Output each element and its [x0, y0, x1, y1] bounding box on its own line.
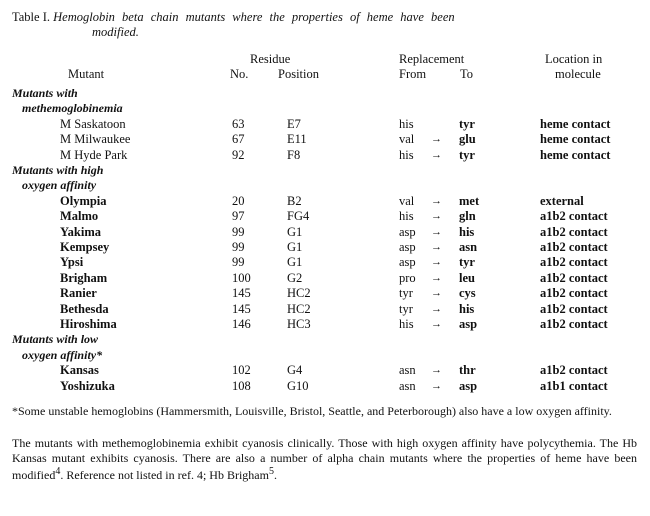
- table-row: [0, 286, 650, 301]
- mutant-cell: Bethesda: [60, 301, 109, 316]
- header-location-2: molecule: [555, 67, 601, 81]
- location-cell: a1b2 contact: [540, 286, 608, 301]
- position-cell: E11: [287, 132, 307, 147]
- residue-no-cell: 145: [232, 286, 251, 301]
- residue-no-cell: 102: [232, 363, 251, 378]
- note-ref: 4: [55, 466, 61, 477]
- header-replacement: Replacement: [399, 52, 465, 66]
- residue-no-cell: 108: [232, 378, 251, 393]
- mutant-cell: Kansas: [60, 363, 99, 378]
- location-cell: a1b2 contact: [540, 363, 608, 378]
- location-cell: a1b2 contact: [540, 301, 608, 316]
- position-cell: F8: [287, 147, 301, 162]
- header-to: To: [460, 67, 474, 81]
- table-label: Table I.: [12, 10, 50, 24]
- group-heading: oxygen affinity: [22, 178, 97, 193]
- to-cell: asp: [459, 378, 478, 393]
- from-cell: val: [399, 132, 415, 147]
- residue-no-cell: 20: [232, 193, 245, 208]
- from-cell: asp: [399, 224, 416, 239]
- to-cell: his: [459, 224, 475, 239]
- table-row: [0, 302, 650, 317]
- from-cell: tyr: [399, 286, 413, 301]
- to-cell: tyr: [459, 116, 475, 131]
- location-cell: a1b2 contact: [540, 224, 608, 239]
- from-cell: asp: [399, 240, 416, 254]
- to-cell: tyr: [459, 255, 475, 270]
- table-footnote: *Some unstable hemoglobins (Hammersmith, Louisville, Bristol, Seattle, and Peterborough) also have a low oxygen affinity.: [12, 404, 612, 418]
- group-heading: Mutants with: [12, 86, 78, 100]
- to-cell: asn: [459, 240, 478, 254]
- mutant-cell: Ranier: [60, 286, 97, 301]
- location-cell: external: [540, 193, 584, 208]
- to-cell: glu: [459, 132, 476, 147]
- residue-no-cell: 99: [232, 240, 245, 254]
- location-cell: heme contact: [540, 116, 611, 131]
- residue-no-cell: 92: [232, 147, 245, 162]
- arrow-icon: →: [431, 133, 442, 146]
- mutant-cell: M Saskatoon: [60, 116, 126, 131]
- from-cell: asn: [399, 378, 416, 393]
- arrow-icon: →: [431, 241, 442, 253]
- table-title: Hemoglobin beta chain mutants where the properties of heme have been: [53, 10, 455, 24]
- table-row: [0, 117, 650, 132]
- group-heading: oxygen affinity*: [22, 347, 103, 362]
- to-cell: asp: [459, 317, 478, 331]
- mutant-cell: Brigham: [60, 270, 108, 285]
- table-note: The mutants with methemoglobinemia exhibit cyanosis clinically. Those with high oxygen affinity have polycythemia. The Hb Kansas mutant exhibits cyanosis. There are also a number of alpha chain mutants where the properties of heme have been modified$^4$. Reference not listed in ref. 4; Hb Brigham$^5$.: [12, 436, 637, 482]
- header-from: From: [399, 67, 427, 81]
- mutant-cell: Malmo: [60, 209, 99, 224]
- residue-no-cell: 145: [232, 301, 251, 316]
- location-cell: a1b2 contact: [540, 317, 608, 331]
- position-cell: B2: [287, 193, 302, 208]
- arrow-icon: →: [431, 287, 442, 300]
- mutant-cell: M Milwaukee: [60, 132, 131, 147]
- header-residue: Residue: [250, 52, 291, 66]
- note-text: The mutants with methemoglobinemia exhibit cyanosis clinically. Those with high oxygen affinity have polycythemia. The Hb Kansas mutant exhibits cyanosis. There are also a number of alpha chain mutants where the properties of heme have been modified: [12, 436, 637, 482]
- header-mutant: Mutant: [68, 67, 105, 81]
- arrow-icon: →: [431, 318, 442, 330]
- table-row: [0, 271, 650, 286]
- mutant-cell: Ypsi: [60, 255, 84, 270]
- table-row: [0, 225, 650, 240]
- table-row: [0, 209, 650, 224]
- to-cell: cys: [459, 286, 476, 301]
- arrow-icon: →: [431, 210, 442, 223]
- residue-no-cell: 100: [232, 270, 251, 285]
- table-row: [0, 194, 650, 209]
- residue-no-cell: 99: [232, 224, 245, 239]
- residue-no-cell: 99: [232, 255, 245, 270]
- position-cell: G1: [287, 240, 303, 254]
- position-cell: G10: [287, 378, 309, 393]
- from-cell: his: [399, 116, 414, 131]
- residue-no-cell: 63: [232, 116, 245, 131]
- table-row: [0, 363, 650, 378]
- from-cell: tyr: [399, 301, 413, 316]
- position-cell: G1: [287, 224, 303, 239]
- mutant-cell: Yoshizuka: [60, 378, 115, 393]
- reference-ref: 5: [268, 466, 274, 477]
- group-heading: methemoglobinemia: [22, 101, 123, 116]
- table-row: [0, 148, 650, 163]
- position-cell: HC2: [287, 301, 311, 316]
- position-cell: G1: [287, 255, 303, 270]
- location-cell: a1b2 contact: [540, 240, 608, 254]
- mutant-cell: Hiroshima: [60, 317, 117, 331]
- mutant-cell: Kempsey: [60, 240, 110, 254]
- location-cell: a1b2 contact: [540, 270, 608, 285]
- location-cell: heme contact: [540, 147, 611, 162]
- header-no: No.: [230, 67, 249, 81]
- to-cell: leu: [459, 270, 475, 285]
- from-cell: his: [399, 209, 414, 224]
- position-cell: HC2: [287, 286, 311, 301]
- residue-no-cell: 97: [232, 209, 245, 224]
- arrow-icon: →: [431, 271, 442, 284]
- location-cell: a1b1 contact: [540, 378, 608, 393]
- from-cell: asp: [399, 255, 416, 270]
- location-cell: heme contact: [540, 132, 611, 147]
- to-cell: thr: [459, 363, 476, 378]
- position-cell: E7: [287, 116, 301, 131]
- arrow-icon: →: [431, 364, 442, 377]
- from-cell: pro: [399, 270, 416, 285]
- table-row: [0, 379, 650, 394]
- mutant-cell: M Hyde Park: [60, 147, 128, 162]
- from-cell: asn: [399, 363, 416, 378]
- position-cell: G4: [287, 363, 303, 378]
- position-cell: FG4: [287, 209, 310, 224]
- from-cell: his: [399, 147, 414, 162]
- to-cell: met: [459, 193, 480, 208]
- to-cell: gln: [459, 209, 476, 224]
- arrow-icon: →: [431, 379, 442, 392]
- to-cell: tyr: [459, 147, 475, 162]
- arrow-icon: →: [431, 256, 442, 269]
- residue-no-cell: 146: [232, 317, 251, 331]
- table-row: [0, 255, 650, 270]
- table-caption: [12, 10, 632, 40]
- mutant-cell: Olympia: [60, 193, 107, 208]
- arrow-icon: →: [431, 225, 442, 238]
- location-cell: a1b2 contact: [540, 209, 608, 224]
- from-cell: val: [399, 193, 415, 208]
- table-row: [0, 132, 650, 147]
- group-heading: Mutants with high: [12, 163, 104, 177]
- position-cell: G2: [287, 270, 303, 285]
- reference-text: Reference not listed in ref. 4; Hb Brigham: [66, 468, 269, 482]
- residue-no-cell: 67: [232, 132, 245, 147]
- table-row: [0, 317, 650, 332]
- arrow-icon: →: [431, 302, 442, 315]
- mutant-cell: Yakima: [60, 224, 101, 239]
- from-cell: his: [399, 317, 414, 331]
- arrow-icon: →: [431, 194, 442, 207]
- to-cell: his: [459, 301, 475, 316]
- position-cell: HC3: [287, 317, 311, 331]
- arrow-icon: →: [431, 148, 442, 161]
- header-position: Position: [278, 67, 319, 81]
- location-cell: a1b2 contact: [540, 255, 608, 270]
- header-location-1: Location in: [545, 52, 603, 66]
- group-heading: Mutants with low: [12, 332, 99, 347]
- table-row: [0, 240, 650, 255]
- table-title-cont: modified.: [92, 25, 139, 39]
